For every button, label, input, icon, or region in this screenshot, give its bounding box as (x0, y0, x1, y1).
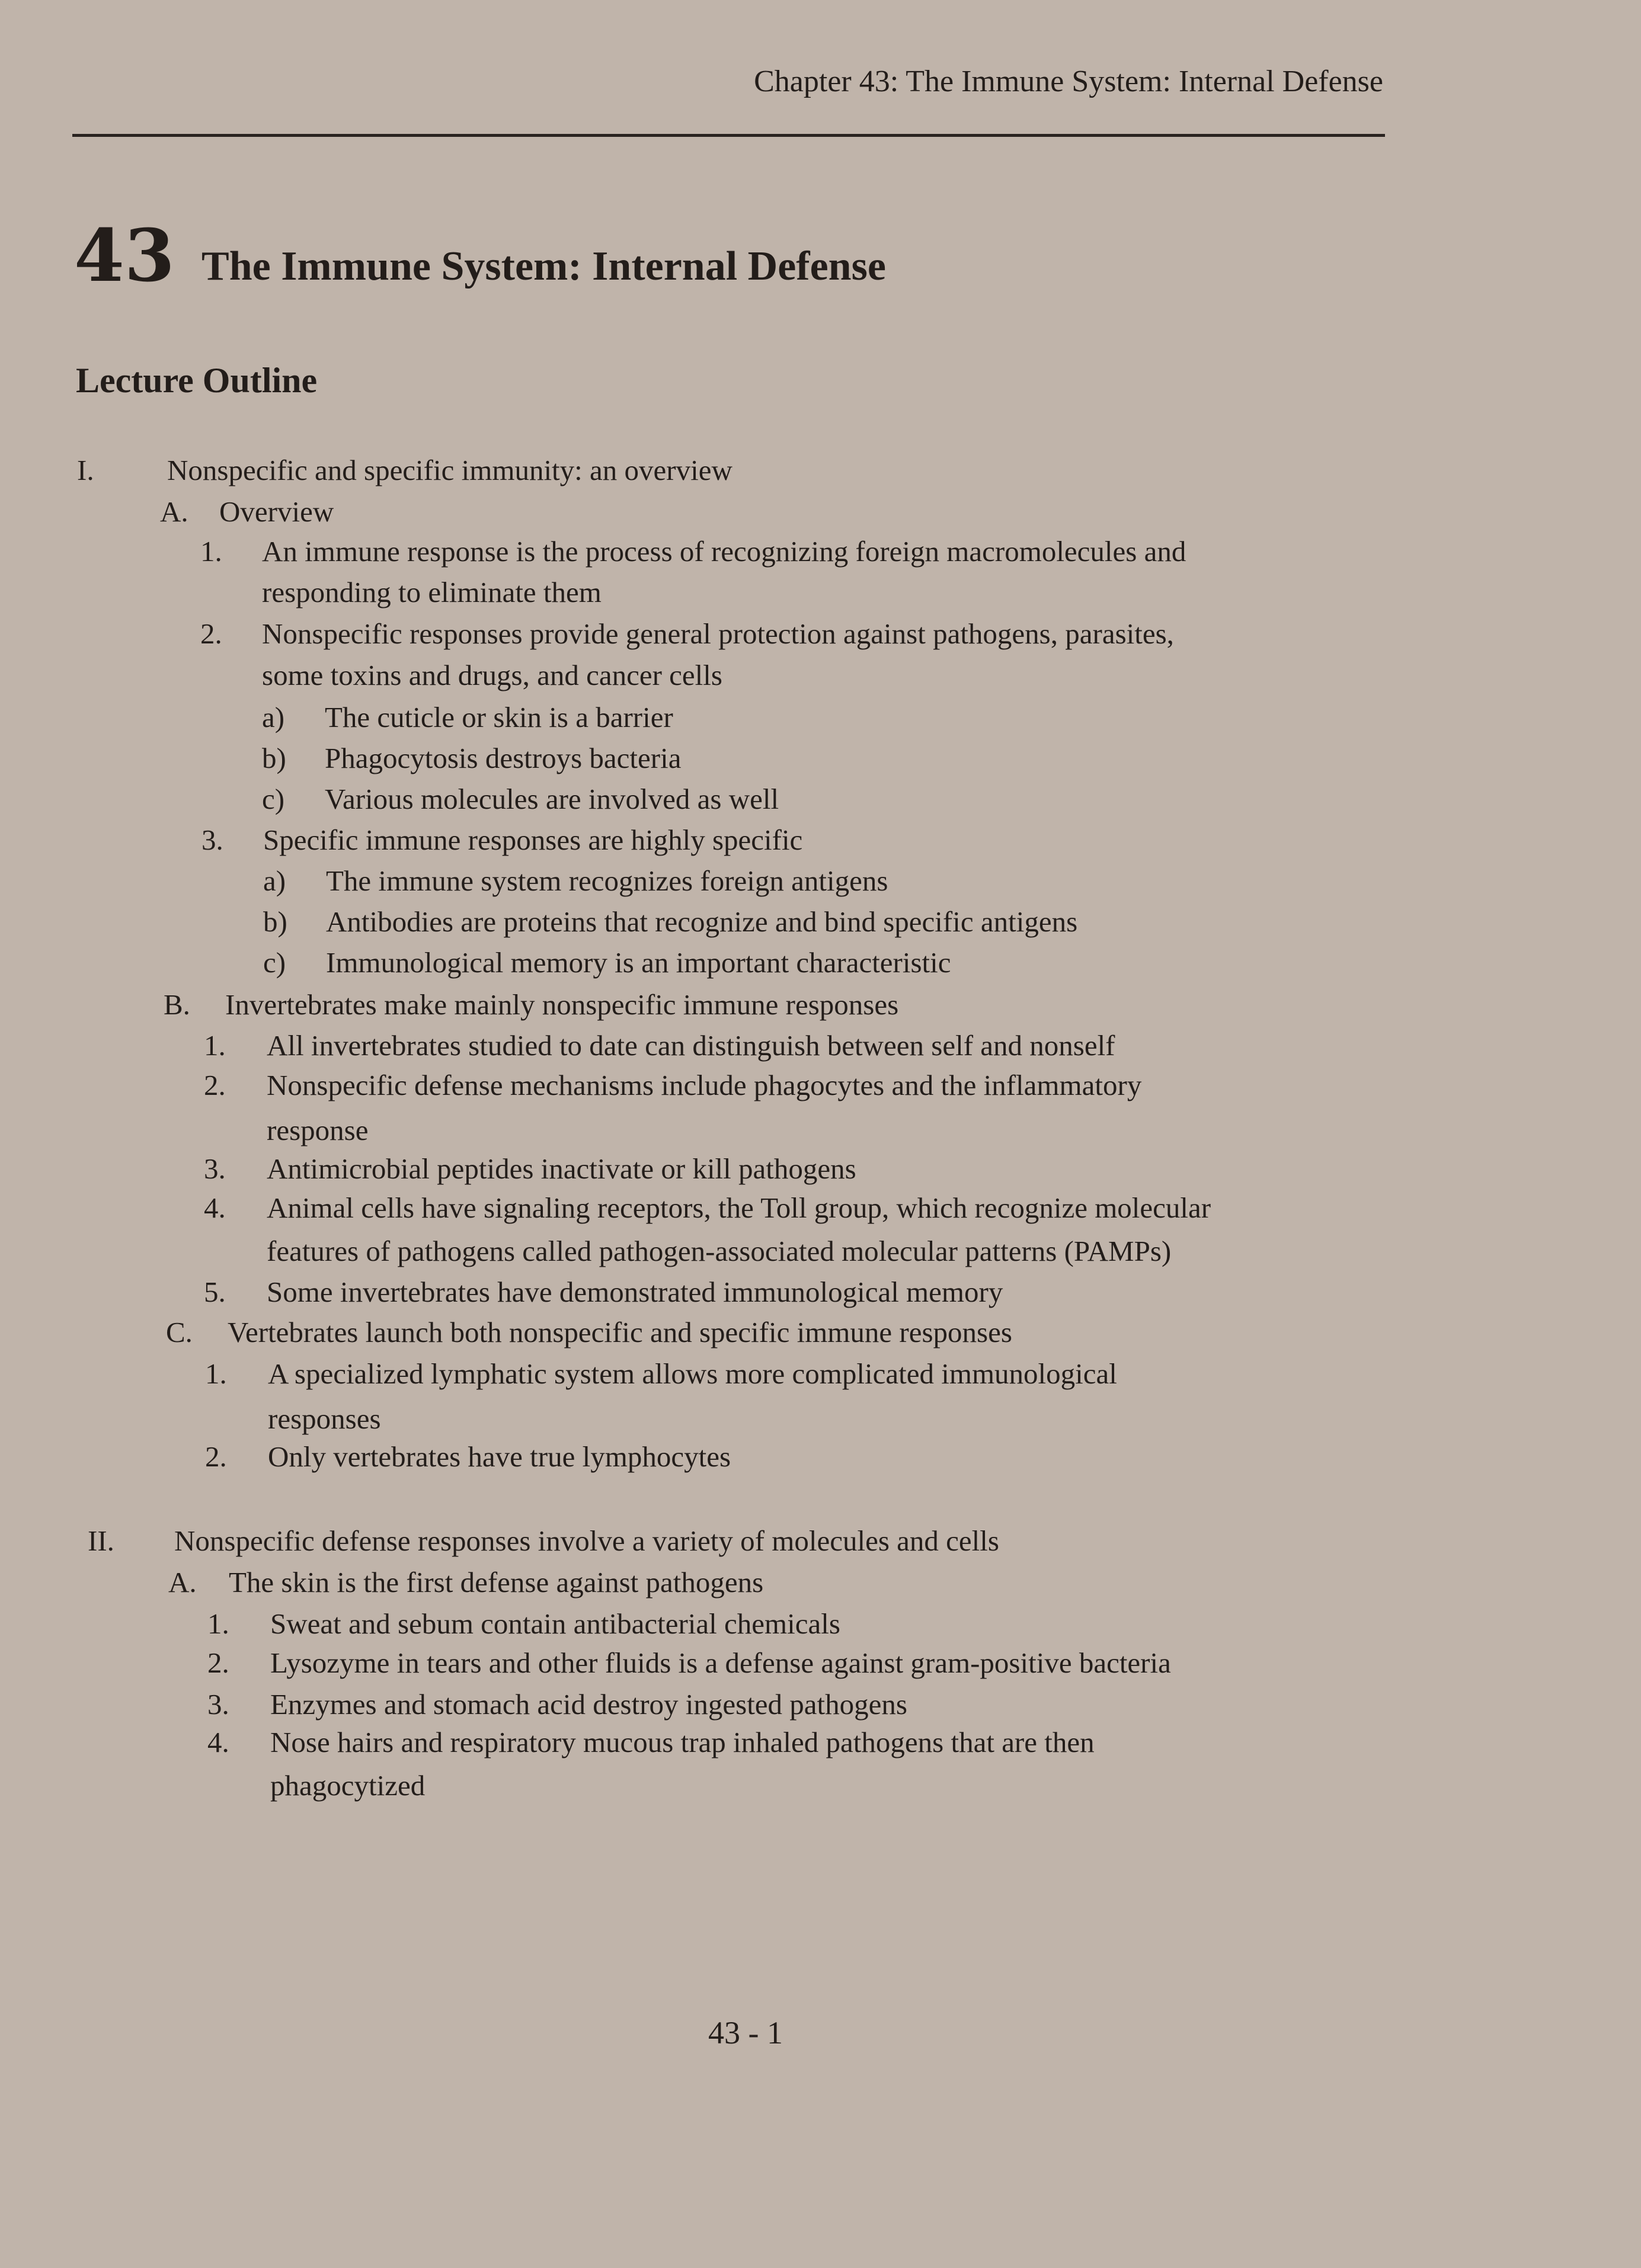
outline-text: responding to eliminate them (262, 576, 602, 608)
outline-text: Phagocytosis destroys bacteria (325, 742, 682, 774)
outline-text: phagocytized (270, 1769, 426, 1802)
outline-marker: B. (164, 988, 190, 1021)
outline-text: Antimicrobial peptides inactivate or kill pathogens (267, 1152, 856, 1185)
outline-text: Lysozyme in tears and other fluids is a defense against gram-positive bacteria (270, 1646, 1171, 1679)
outline-marker: 1. (204, 1029, 226, 1062)
outline-text: A specialized lymphatic system allows more complicated immunological (268, 1357, 1117, 1390)
outline-text: Invertebrates make mainly nonspecific immune responses (225, 988, 899, 1021)
chapter-number: 43 (74, 213, 175, 298)
outline-text: Enzymes and stomach acid destroy ingested pathogens (270, 1688, 907, 1721)
outline-marker: C. (166, 1316, 193, 1348)
outline-marker: 1. (205, 1357, 227, 1390)
outline-marker: a) (263, 864, 286, 897)
outline-marker: c) (263, 946, 286, 979)
outline-text: response (267, 1114, 369, 1146)
outline-marker: I. (77, 454, 94, 486)
outline-marker: A. (160, 495, 188, 528)
outline-text: Various molecules are involved as well (325, 783, 779, 815)
outline-text: Animal cells have signaling receptors, the Toll group, which recognize molecular (267, 1191, 1211, 1224)
outline-marker: a) (262, 701, 285, 733)
outline-marker: 3. (207, 1688, 229, 1721)
outline-marker: c) (262, 783, 285, 815)
page-number: 43 - 1 (708, 2015, 783, 2051)
outline-text: Nose hairs and respiratory mucous trap inhaled pathogens that are then (270, 1726, 1095, 1758)
outline-text: Nonspecific defense mechanisms include phagocytes and the inflammatory (267, 1069, 1142, 1101)
outline-text: Immunological memory is an important characteristic (326, 946, 951, 979)
outline-marker: A. (168, 1566, 197, 1599)
outline-marker: 4. (207, 1726, 229, 1758)
running-head: Chapter 43: The Immune System: Internal Defense (754, 65, 1383, 98)
outline-marker: 3. (201, 824, 223, 856)
outline-marker: 4. (204, 1191, 226, 1224)
outline-text: Only vertebrates have true lymphocytes (268, 1440, 731, 1473)
outline-marker: 3. (204, 1152, 226, 1185)
section-title: Lecture Outline (76, 361, 318, 400)
outline-text: features of pathogens called pathogen-associated molecular patterns (PAMPs) (267, 1235, 1172, 1267)
outline-text: Nonspecific and specific immunity: an overview (167, 454, 732, 486)
outline-marker: 2. (200, 617, 222, 650)
outline-marker: 1. (200, 535, 222, 568)
outline-text: The cuticle or skin is a barrier (325, 701, 673, 733)
outline-marker: b) (263, 905, 287, 938)
header-rule (72, 134, 1385, 137)
outline-text: Specific immune responses are highly specific (263, 824, 803, 856)
outline-text: Nonspecific defense responses involve a variety of molecules and cells (174, 1524, 999, 1557)
outline-marker: 2. (204, 1069, 226, 1101)
outline-text: Antibodies are proteins that recognize and bind specific antigens (326, 905, 1078, 938)
outline-text: An immune response is the process of recognizing foreign macromolecules and (262, 535, 1186, 568)
outline-text: Vertebrates launch both nonspecific and specific immune responses (228, 1316, 1012, 1348)
outline-text: All invertebrates studied to date can distinguish between self and nonself (267, 1029, 1115, 1062)
outline-marker: 1. (207, 1607, 229, 1640)
outline-marker: 5. (204, 1276, 226, 1308)
outline-text: Some invertebrates have demonstrated immunological memory (267, 1276, 1003, 1308)
outline-text: responses (268, 1402, 381, 1435)
chapter-title: The Immune System: Internal Defense (201, 244, 886, 289)
outline-text: Overview (219, 495, 334, 528)
outline-marker: 2. (205, 1440, 227, 1473)
outline-text: The skin is the first defense against pathogens (229, 1566, 764, 1599)
outline-text: some toxins and drugs, and cancer cells (262, 659, 722, 691)
outline-marker: II. (88, 1524, 114, 1557)
outline-text: Nonspecific responses provide general protection against pathogens, parasites, (262, 617, 1174, 650)
outline-marker: b) (262, 742, 286, 774)
outline-marker: 2. (207, 1646, 229, 1679)
outline-text: The immune system recognizes foreign antigens (326, 864, 888, 897)
outline-text: Sweat and sebum contain antibacterial chemicals (270, 1607, 840, 1640)
